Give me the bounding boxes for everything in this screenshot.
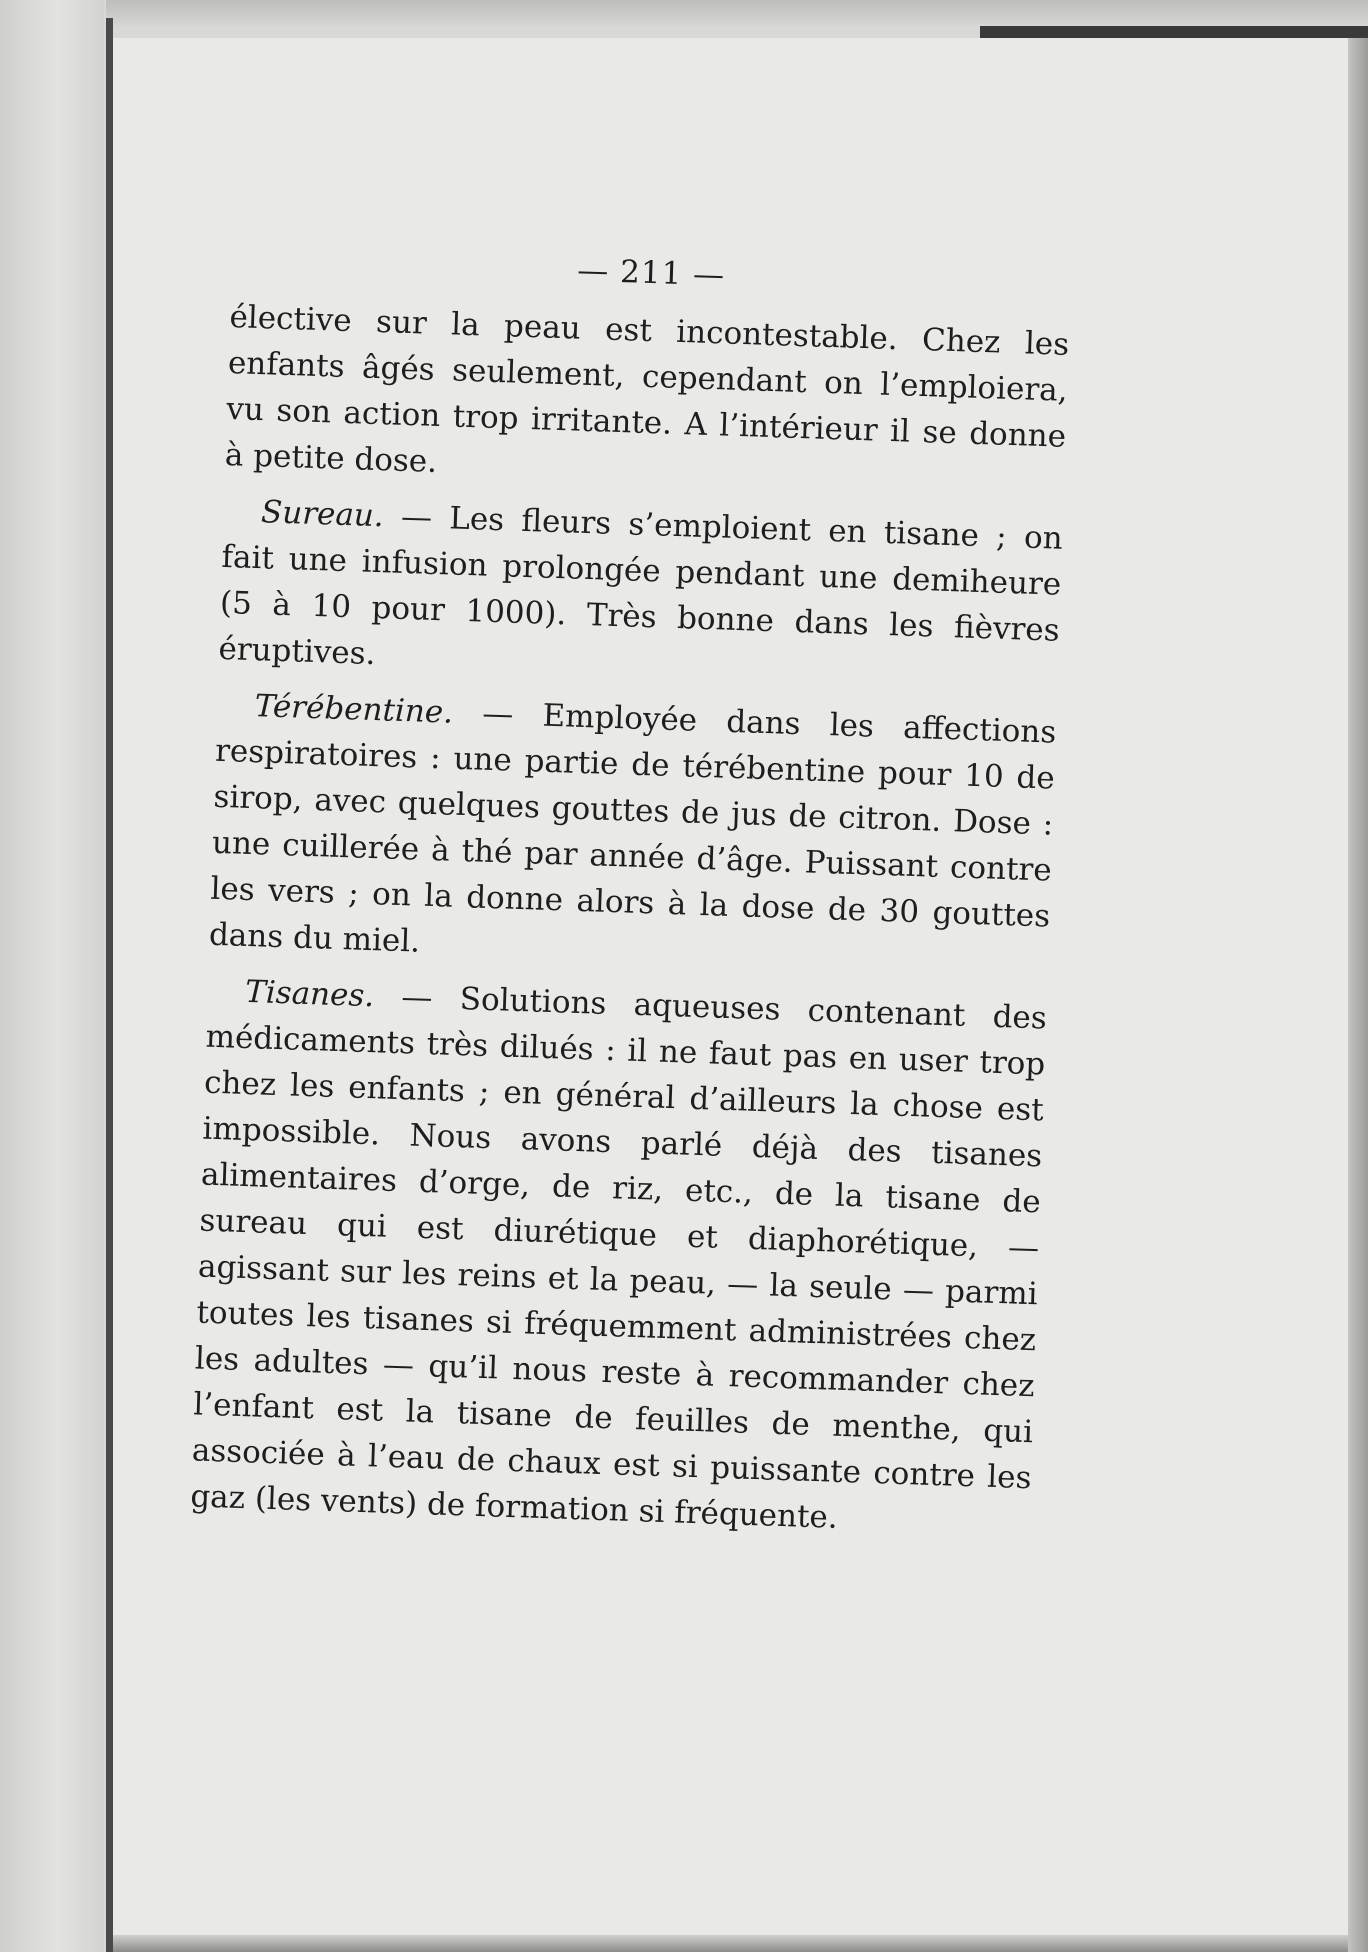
right-edge-shadow: [1348, 38, 1368, 1952]
top-edge: [106, 0, 1368, 26]
paragraph-text: — Employée dans les affections respiratoires : une partie de térébentine pour 10 de sirop, avec quelques gouttes de jus de citron. Dose : une cuillerée à thé par année d’âge. Puissant contre les vers ; on la donne alors à la dose de 30 gouttes dans du miel.: [208, 694, 1057, 960]
top-dark-edge: [980, 26, 1368, 38]
paragraph-tisanes: [190, 968, 1048, 1548]
page-spine: [106, 18, 113, 1952]
left-margin: [0, 0, 104, 1952]
paragraph-text: — Solutions aqueuses contenant des médicaments très dilués : il ne faut pas en user trop chez les enfants ; en général d’ailleurs la chose est impossible. Nous avons parlé déjà des tisanes alimentaires d’orge, de riz, etc., de la tisane de sureau qui est diurétique et diaphorétique, — agissant sur les reins et la peau, — la seule — parmi toutes les tisanes si fréquemment administrées chez les adultes — qu’il nous reste à recommander chez l’enfant est la tisane de feuilles de menthe, qui associée à l’eau de chaux est si puissante contre les gaz (les vents) de formation si fréquente.: [189, 978, 1048, 1536]
paragraph-sureau: [218, 488, 1064, 700]
bottom-edge: [113, 1935, 1348, 1952]
entry-term: Sureau.: [260, 494, 385, 535]
paragraph-intro: [224, 294, 1070, 506]
paragraph-terebentine: [208, 682, 1057, 986]
paragraph-text: élective sur la peau est incontestable. Chez les enfants âgés seulement, cependant on l’emploiera, vu son action trop irritante. A l’intérieur il se donne à petite dose.: [224, 299, 1070, 480]
entry-term: Térébentine.: [254, 688, 454, 731]
paragraph-text: — Les fleurs s’emploient en tisane ; on fait une infusion prolongée pendant une demiheure (5 à 10 pour 1000). Très bonne dans les fièvres éruptives.: [217, 498, 1064, 673]
page-text: [189, 236, 1071, 1557]
page-number: — 211 —: [576, 252, 726, 294]
entry-term: Tisanes.: [244, 973, 375, 1015]
